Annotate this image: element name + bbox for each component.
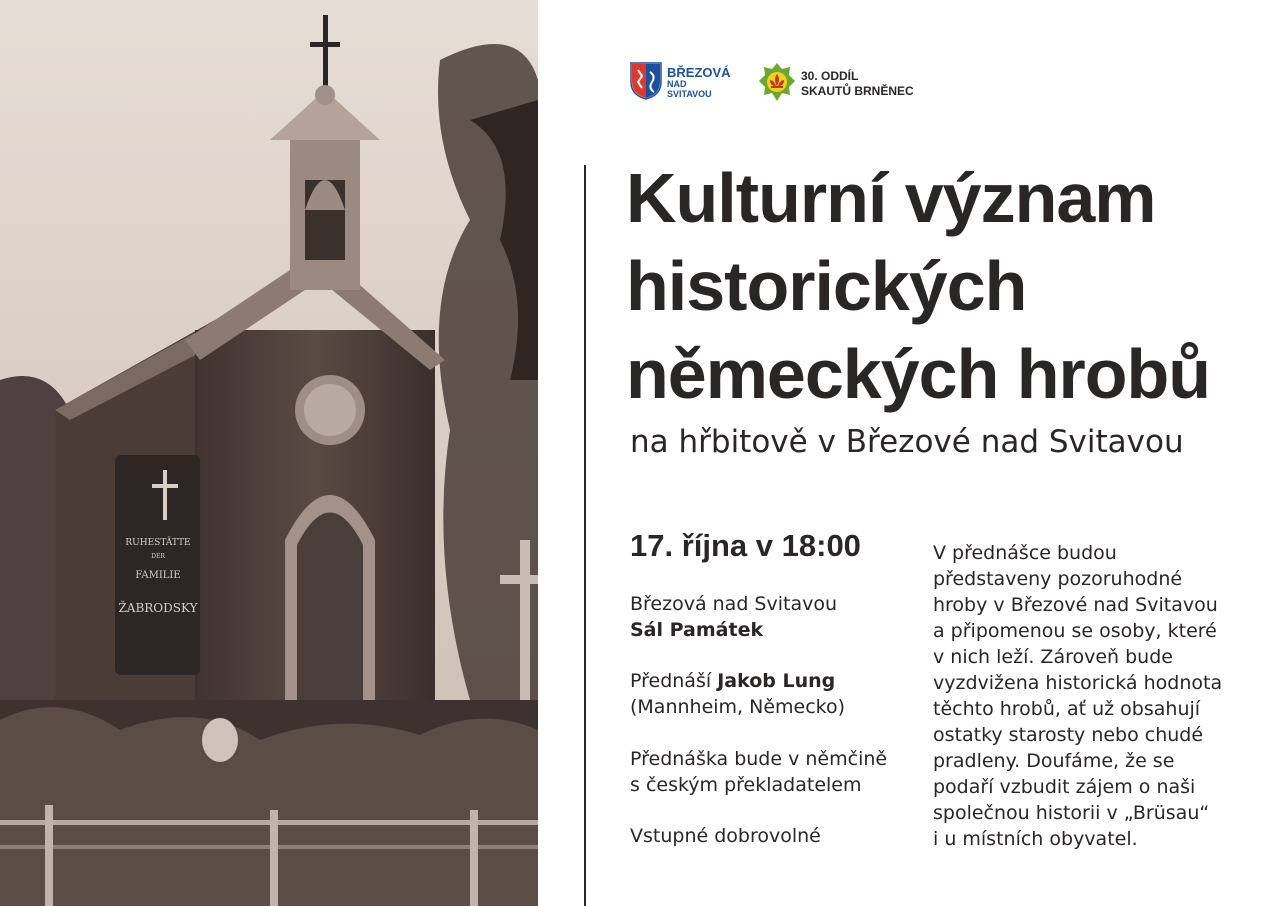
description-line: vyzdvižena historická hodnota	[933, 672, 1223, 694]
event-place	[630, 591, 837, 643]
description-line: pradleny. Doufáme, že se	[933, 750, 1175, 772]
title-line: německých hrobů	[626, 335, 1211, 413]
description-line: V přednášce budou	[933, 542, 1117, 564]
coat-of-arms-icon	[630, 62, 662, 104]
description-line: v nich leží. Zároveň bude	[933, 646, 1173, 668]
municipality-logo	[630, 62, 731, 104]
municipality-logo-line2: NAD	[667, 79, 687, 89]
description-line: a připomenou se osoby, které	[933, 620, 1217, 642]
inscription-line: DER	[151, 553, 165, 560]
place-hall: Sál Památek	[630, 619, 764, 641]
description-line: hroby v Březové nad Svitavou	[933, 594, 1218, 616]
title-line: historických	[626, 247, 1027, 325]
language-line2: s českým překladatelem	[630, 774, 862, 796]
speaker-prefix: Přednáší	[630, 670, 712, 692]
page-title	[626, 154, 1266, 418]
description-line: i u místních obyvatel.	[933, 828, 1138, 850]
event-language	[630, 746, 887, 798]
scouts-logo	[758, 62, 914, 106]
page-subtitle: na hřbitově v Březové nad Svitavou	[630, 424, 1184, 460]
event-speaker	[630, 668, 845, 720]
description-line: společnou historii v „Brüsau“	[933, 802, 1210, 824]
scouts-logo-line2: SKAUTŮ BRNĚNEC	[801, 84, 914, 98]
municipality-logo-line1: BŘEZOVÁ	[667, 65, 731, 80]
language-line1: Přednáška bude v němčině	[630, 748, 888, 770]
event-entry: Vstupné dobrovolné	[630, 825, 821, 847]
inscription-line: RUHESTÄTTE	[125, 538, 191, 548]
speaker-name: Jakob Lung	[717, 670, 836, 692]
scouts-logo-line1: 30. ODDÍL	[801, 69, 859, 83]
municipality-logo-line3: SVITAVOU	[667, 89, 712, 99]
description-line: ostatky starosty nebo chudé	[933, 724, 1204, 746]
inscription-line: FAMILIE	[135, 570, 181, 581]
vertical-divider	[584, 165, 586, 906]
speaker-origin: (Mannheim, Německo)	[630, 696, 846, 718]
event-description	[933, 540, 1263, 852]
description-line: představeny pozoruhodné	[933, 568, 1183, 590]
chapel-photo	[0, 0, 538, 906]
description-line: podaří vzbudit zájem o naši	[933, 776, 1196, 798]
description-line: těchto hrobů, ať už obsahují	[933, 698, 1201, 720]
title-line: Kulturní význam	[626, 159, 1156, 237]
inscription-line: ŽABRODSKY	[118, 601, 198, 615]
scout-lily-icon	[758, 62, 796, 106]
event-date: 17. října v 18:00	[630, 528, 861, 563]
place-city: Březová nad Svitavou	[630, 593, 838, 615]
